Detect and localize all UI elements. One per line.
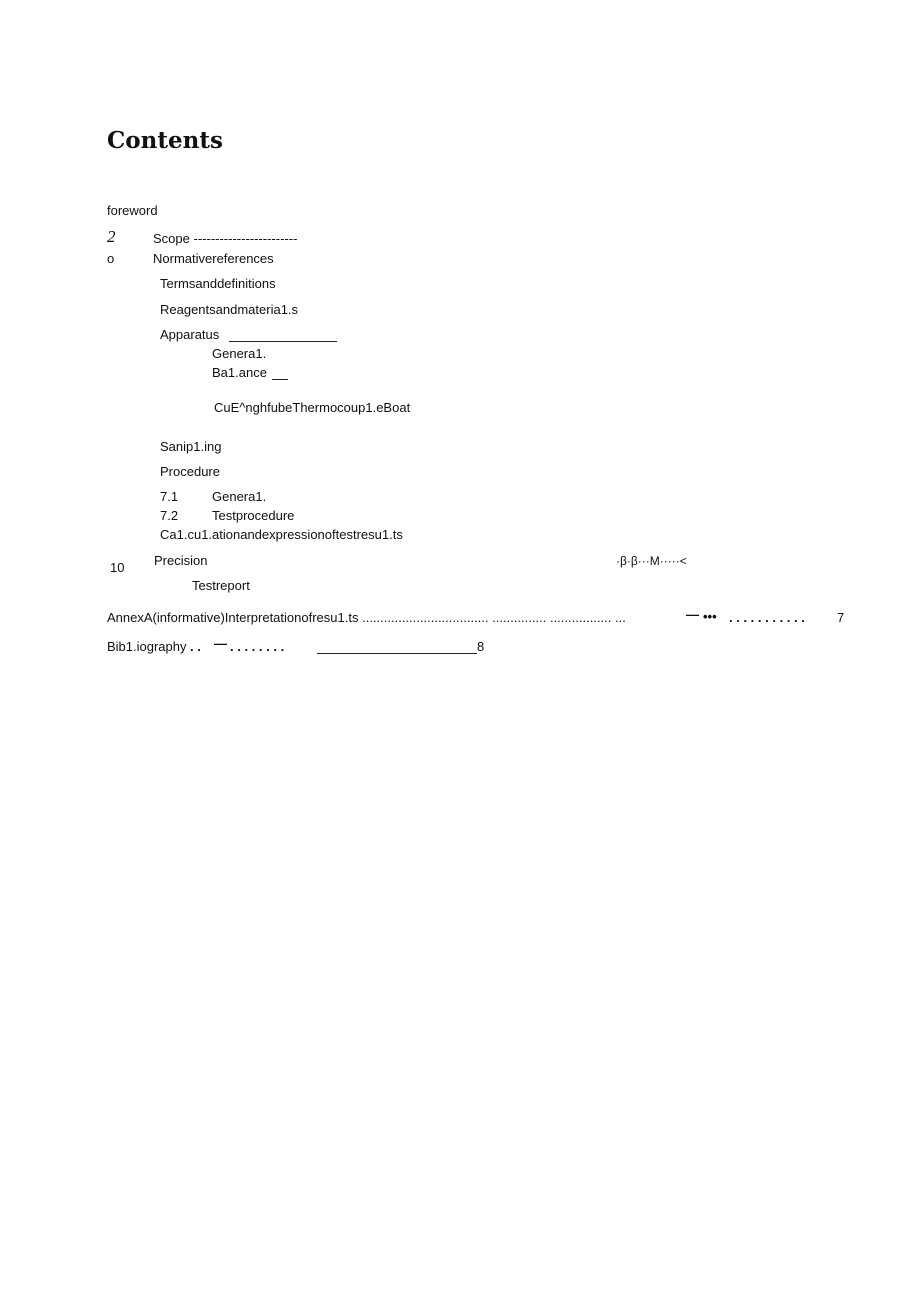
toc-apparatus-leader-line: [229, 341, 337, 342]
toc-biblio-leader-line: [317, 653, 477, 654]
toc-annex-leader-3: ...........: [549, 610, 590, 625]
toc-normrefs-number: o: [107, 251, 115, 266]
toc-apparatus: Apparatus: [160, 327, 220, 342]
toc-scope-label: Scope: [153, 231, 190, 246]
toc-reagents: Reagentsandmateria1.s: [160, 302, 299, 317]
contents-heading: Contents: [107, 127, 223, 154]
toc-annex-leader-5: ...: [614, 610, 626, 625]
toc-sampling: Sanip1.ing: [160, 439, 222, 454]
toc-annex-leader-1: ...................................: [362, 610, 489, 625]
toc-test-report: Testreport: [192, 578, 250, 593]
toc-bibliography: Bib1.iography: [107, 639, 187, 654]
toc-7-1-number: 7.1: [160, 489, 179, 504]
toc-annex-trailing-dots: . . . . . . . . . . .: [729, 610, 805, 625]
toc-scope: [153, 231, 297, 247]
toc-annex-dash: —: [686, 607, 699, 622]
toc-annex-leader-2: ...............: [492, 610, 547, 625]
toc-precision-number: 10: [110, 560, 125, 575]
toc-scope-leader: ------------------------: [193, 231, 298, 246]
toc-7-2-test-procedure: Testprocedure: [212, 508, 295, 523]
toc-biblio-dots-2: . . . . . . . .: [230, 639, 285, 654]
toc-scope-number: 2: [107, 227, 116, 246]
toc-7-2-number: 7.2: [160, 508, 179, 523]
toc-terms-definitions: Termsanddefinitions: [160, 276, 276, 291]
toc-annex-a: [107, 610, 626, 626]
toc-precision: Precision: [154, 553, 208, 568]
toc-apparatus-tube: CuE^nghfubeThermocoup1.eBoat: [214, 400, 411, 415]
toc-calculation: Ca1.cu1.ationandexpressionoftestresu1.ts: [160, 527, 403, 542]
toc-normative-references: Normativereferences: [153, 251, 274, 266]
toc-annex-label: AnnexA(informative)Interpretationofresu1.ts: [107, 610, 359, 625]
toc-balance-leader-line: [272, 379, 288, 380]
toc-apparatus-general: Genera1.: [212, 346, 267, 361]
toc-foreword: foreword: [107, 203, 158, 218]
toc-7-1-general: Genera1.: [212, 489, 267, 504]
toc-annex-leader-4: ......: [589, 610, 612, 625]
toc-apparatus-balance: Ba1.ance: [212, 365, 267, 380]
toc-biblio-dash: —: [214, 636, 227, 651]
toc-annex-bullets: •••: [703, 609, 717, 624]
toc-biblio-page: 8: [477, 639, 485, 654]
toc-procedure: Procedure: [160, 464, 220, 479]
toc-annex-page: 7: [837, 610, 845, 625]
toc-biblio-dots: . .: [190, 639, 201, 654]
toc-precision-noise: ·β·β···M·····<: [616, 554, 687, 568]
